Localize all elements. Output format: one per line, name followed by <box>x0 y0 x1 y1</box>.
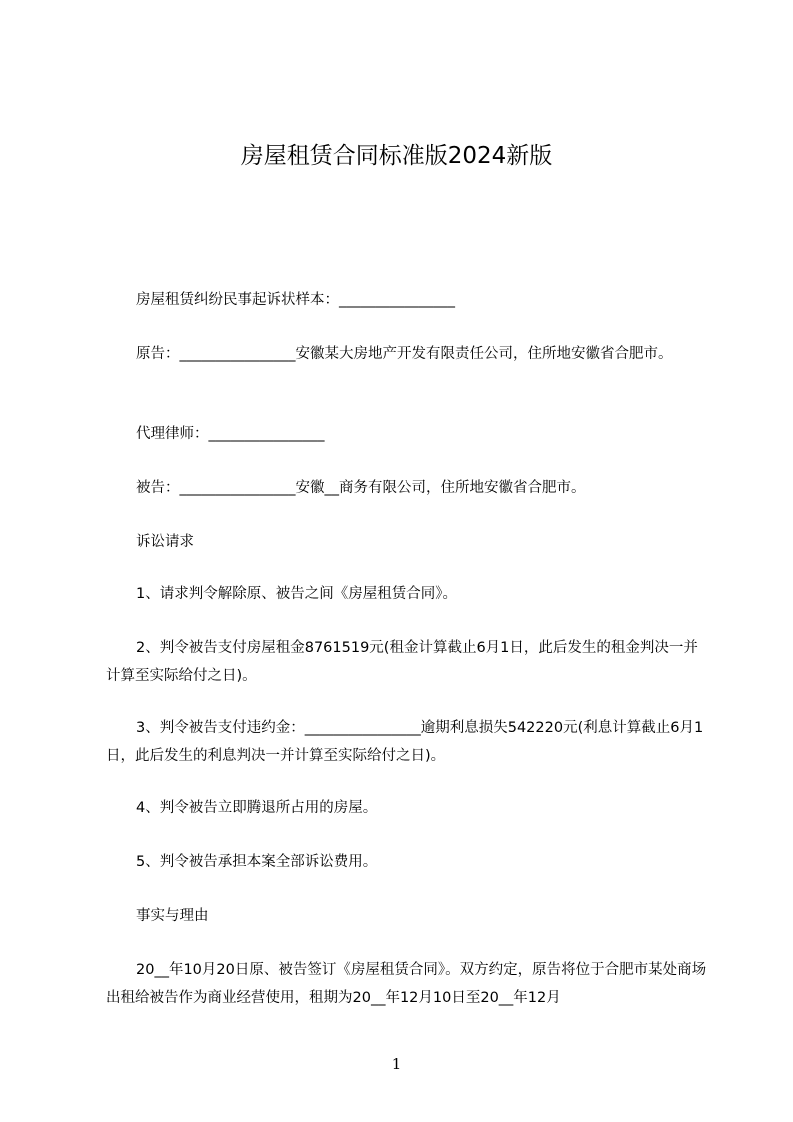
paragraph-plaintiff: 原告：________________安徽某大房地产开发有限责任公司，住所地安徽省合肥市。 <box>136 346 673 362</box>
paragraph-claims-heading: 诉讼请求 <box>136 534 194 550</box>
paragraph-facts-heading: 事实与理由 <box>136 908 209 924</box>
paragraph-sample-heading: 房屋租赁纠纷民事起诉状样本：________________ <box>136 292 455 308</box>
document-title: 房屋租赁合同标准版2024新版 <box>240 143 553 169</box>
paragraph-claim-3: 3、判令被告支付违约金：________________逾期利息损失542220元(利息计算截止6月1日，此后发生的利息判决一并计算至实际给付之日)。 <box>106 720 704 764</box>
page-number: 1 <box>391 1055 402 1073</box>
paragraph-claim-4: 4、判令被告立即腾退所占用的房屋。 <box>136 800 378 816</box>
paragraph-defendant: 被告：________________安徽__商务有限公司，住所地安徽省合肥市。 <box>136 480 586 496</box>
paragraph-attorney: 代理律师：________________ <box>136 426 325 442</box>
paragraph-claim-1: 1、请求判令解除原、被告之间《房屋租赁合同》。 <box>136 586 457 602</box>
paragraph-claim-5: 5、判令被告承担本案全部诉讼费用。 <box>136 854 378 870</box>
paragraph-facts-body: 20__年10月20日原、被告签订《房屋租赁合同》。双方约定，原告将位于合肥市某处商场出租给被告作为商业经营使用，租期为20__年12月10日至20__年12月 <box>106 962 707 1006</box>
paragraph-claim-2: 2、判令被告支付房屋租金8761519元(租金计算截止6月1日，此后发生的租金判决一并计算至实际给付之日)。 <box>106 640 698 684</box>
